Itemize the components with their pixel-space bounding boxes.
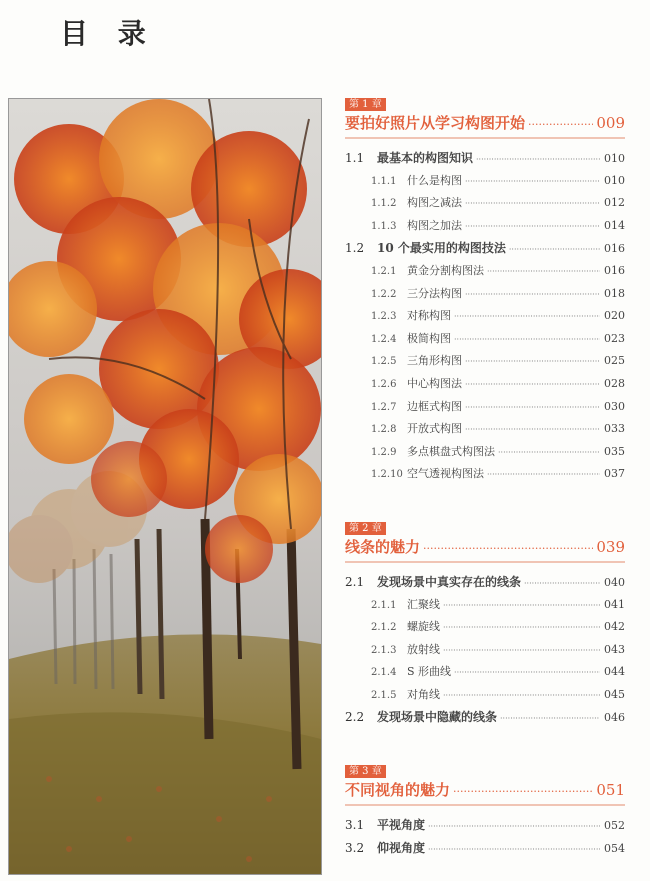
chapter-page: 009: [596, 114, 625, 132]
dot-leader: [465, 419, 600, 442]
section-title: 平视角度: [377, 818, 426, 833]
section-page: 054: [604, 841, 625, 855]
toc-section[interactable]: [345, 237, 625, 260]
subsection-title: 黄金分割构图法: [407, 263, 484, 277]
chapter-3: [345, 759, 625, 859]
dot-leader: [454, 306, 600, 329]
dot-leader: [528, 114, 593, 136]
subsection-title: 极简构图: [407, 331, 451, 345]
page-title: 目 录: [60, 17, 156, 50]
dot-leader: [465, 284, 600, 307]
toc-section[interactable]: [345, 147, 625, 170]
section-page: 040: [604, 575, 625, 589]
subsection-number: 1.1.1: [371, 175, 397, 187]
dot-leader: [476, 149, 600, 172]
section-page: 016: [604, 242, 625, 256]
chapter-badge: 第 1 章: [345, 98, 386, 111]
subsection-page: 023: [604, 331, 625, 345]
dot-leader: [509, 239, 600, 262]
subsection-number: 1.2.5: [371, 356, 397, 368]
subsection-page: 045: [604, 687, 625, 701]
dot-leader: [443, 685, 600, 708]
dot-leader: [454, 662, 600, 685]
dot-leader: [465, 216, 600, 239]
chapter-title-row[interactable]: [345, 112, 625, 139]
toc-subsection[interactable]: [345, 616, 625, 639]
section-number: 3.2: [345, 840, 365, 855]
section-title: 最基本的构图知识: [377, 151, 474, 165]
chapter-badge: 第 2 章: [345, 522, 386, 535]
section-title: 发现场景中真实存在的线条: [377, 574, 522, 589]
dot-leader: [465, 374, 600, 397]
chapter-page: 039: [596, 537, 625, 556]
dot-leader: [524, 573, 600, 596]
dot-leader: [443, 595, 600, 618]
dot-leader: [465, 351, 600, 374]
chapter-badge: 第 3 章: [345, 765, 386, 778]
chapter-page: 051: [596, 781, 625, 800]
section-page: 010: [604, 152, 625, 165]
subsection-number: 1.2.8: [371, 424, 397, 436]
subsection-number: 1.2.3: [371, 311, 397, 323]
toc-subsection[interactable]: [345, 192, 625, 215]
subsection-title: 开放式构图: [407, 422, 462, 436]
toc-subsection[interactable]: [345, 260, 625, 283]
subsection-page: 043: [604, 642, 625, 656]
subsection-number: 1.2.10: [371, 469, 403, 481]
subsection-title: 多点棋盘式构图法: [407, 444, 495, 458]
dot-leader: [500, 708, 600, 731]
toc-subsection[interactable]: [345, 639, 625, 662]
subsection-title: 什么是构图: [407, 173, 462, 187]
section-page: 046: [604, 711, 625, 725]
chapter-2: [345, 516, 625, 729]
subsection-number: 1.1.3: [371, 220, 397, 232]
subsection-page: 018: [604, 286, 625, 300]
dot-leader: [498, 442, 600, 465]
subsection-page: 010: [604, 173, 625, 187]
subsection-page: 035: [604, 444, 625, 458]
toc-section[interactable]: [345, 571, 625, 594]
chapter-title: 线条的魅力: [345, 537, 421, 556]
subsection-page: 041: [604, 597, 625, 611]
subsection-title: 边框式构图: [407, 399, 462, 413]
dot-leader: [465, 397, 600, 420]
section-page: 052: [604, 819, 625, 833]
subsection-title: 螺旋线: [407, 620, 440, 634]
dot-leader: [465, 171, 600, 194]
section-title: 10 个最实用的构图技法: [377, 241, 506, 256]
dot-leader: [465, 193, 600, 216]
subsection-title: 汇聚线: [407, 597, 440, 611]
dot-leader: [454, 329, 600, 352]
subsection-page: 037: [604, 467, 625, 481]
subsection-number: 2.1.4: [371, 667, 397, 679]
subsection-title: 三角形构图: [407, 354, 462, 368]
subsection-page: 020: [604, 309, 625, 323]
subsection-number: 1.2.9: [371, 446, 397, 458]
toc-section[interactable]: [345, 814, 625, 837]
section-title: 发现场景中隐藏的线条: [377, 710, 498, 725]
subsection-title: 三分法构图: [407, 286, 462, 300]
subsection-number: 1.2.7: [371, 401, 397, 413]
dot-leader: [428, 816, 600, 839]
chapter-title: 要拍好照片从学习构图开始: [345, 114, 526, 132]
toc-subsection[interactable]: [345, 463, 625, 486]
chapter-title: 不同视角的魅力: [345, 781, 451, 800]
subsection-number: 2.1.2: [371, 622, 397, 634]
subsection-number: 1.1.2: [371, 198, 397, 210]
toc-subsection[interactable]: [345, 684, 625, 707]
subsection-page: 030: [604, 399, 625, 413]
toc-subsection[interactable]: [345, 305, 625, 328]
toc-subsection[interactable]: [345, 441, 625, 464]
subsection-title: 构图之减法: [407, 196, 462, 210]
toc-section[interactable]: [345, 837, 625, 860]
subsection-page: 025: [604, 354, 625, 368]
toc-subsection[interactable]: [345, 283, 625, 306]
toc-section[interactable]: [345, 706, 625, 729]
dot-leader: [423, 538, 593, 560]
chapter-1: [345, 92, 625, 486]
subsection-number: 1.2.6: [371, 378, 397, 390]
subsection-number: 1.2.1: [371, 265, 397, 277]
toc-subsection[interactable]: [345, 350, 625, 373]
section-title: 仰视角度: [377, 840, 426, 855]
section-number: 2.2: [345, 710, 365, 725]
subsection-number: 2.1.3: [371, 644, 397, 656]
dot-leader: [453, 781, 593, 803]
chapter-title-row[interactable]: [345, 779, 625, 806]
toc-subsection[interactable]: [345, 215, 625, 238]
toc-subsection[interactable]: [345, 328, 625, 351]
subsection-number: 1.2.4: [371, 333, 397, 345]
autumn-trees-photo: [8, 98, 322, 875]
subsection-number: 2.1.5: [371, 689, 397, 701]
subsection-title: 空气透视构图法: [407, 467, 484, 481]
chapter-title-row[interactable]: [345, 536, 625, 563]
subsection-title: 对角线: [407, 687, 440, 701]
subsection-page: 033: [604, 422, 625, 436]
subsection-number: 1.2.2: [371, 288, 397, 300]
section-number: 2.1: [345, 574, 365, 589]
dot-leader: [487, 261, 600, 284]
section-number: 1.1: [345, 151, 365, 165]
toc-subsection[interactable]: [345, 373, 625, 396]
subsection-page: 044: [604, 665, 625, 679]
toc-subsection[interactable]: [345, 170, 625, 193]
section-number: 3.1: [345, 818, 365, 833]
dot-leader: [487, 464, 600, 487]
toc-subsection[interactable]: [345, 594, 625, 617]
subsection-number: 2.1.1: [371, 599, 397, 611]
subsection-page: 012: [604, 196, 625, 210]
subsection-title: 构图之加法: [407, 218, 462, 232]
subsection-title: 放射线: [407, 642, 440, 656]
section-number: 1.2: [345, 241, 365, 256]
dot-leader: [443, 640, 600, 663]
subsection-page: 042: [604, 620, 625, 634]
subsection-title: 对称构图: [407, 309, 451, 323]
table-of-contents: [345, 92, 625, 859]
toc-subsection[interactable]: [345, 661, 625, 684]
subsection-page: 014: [604, 218, 625, 232]
toc-subsection[interactable]: [345, 396, 625, 419]
toc-subsection[interactable]: [345, 418, 625, 441]
subsection-page: 016: [604, 263, 625, 277]
subsection-title: 中心构图法: [407, 376, 462, 390]
dot-leader: [428, 839, 600, 862]
subsection-title: S 形曲线: [407, 665, 452, 679]
subsection-page: 028: [604, 376, 625, 390]
dot-leader: [443, 617, 600, 640]
